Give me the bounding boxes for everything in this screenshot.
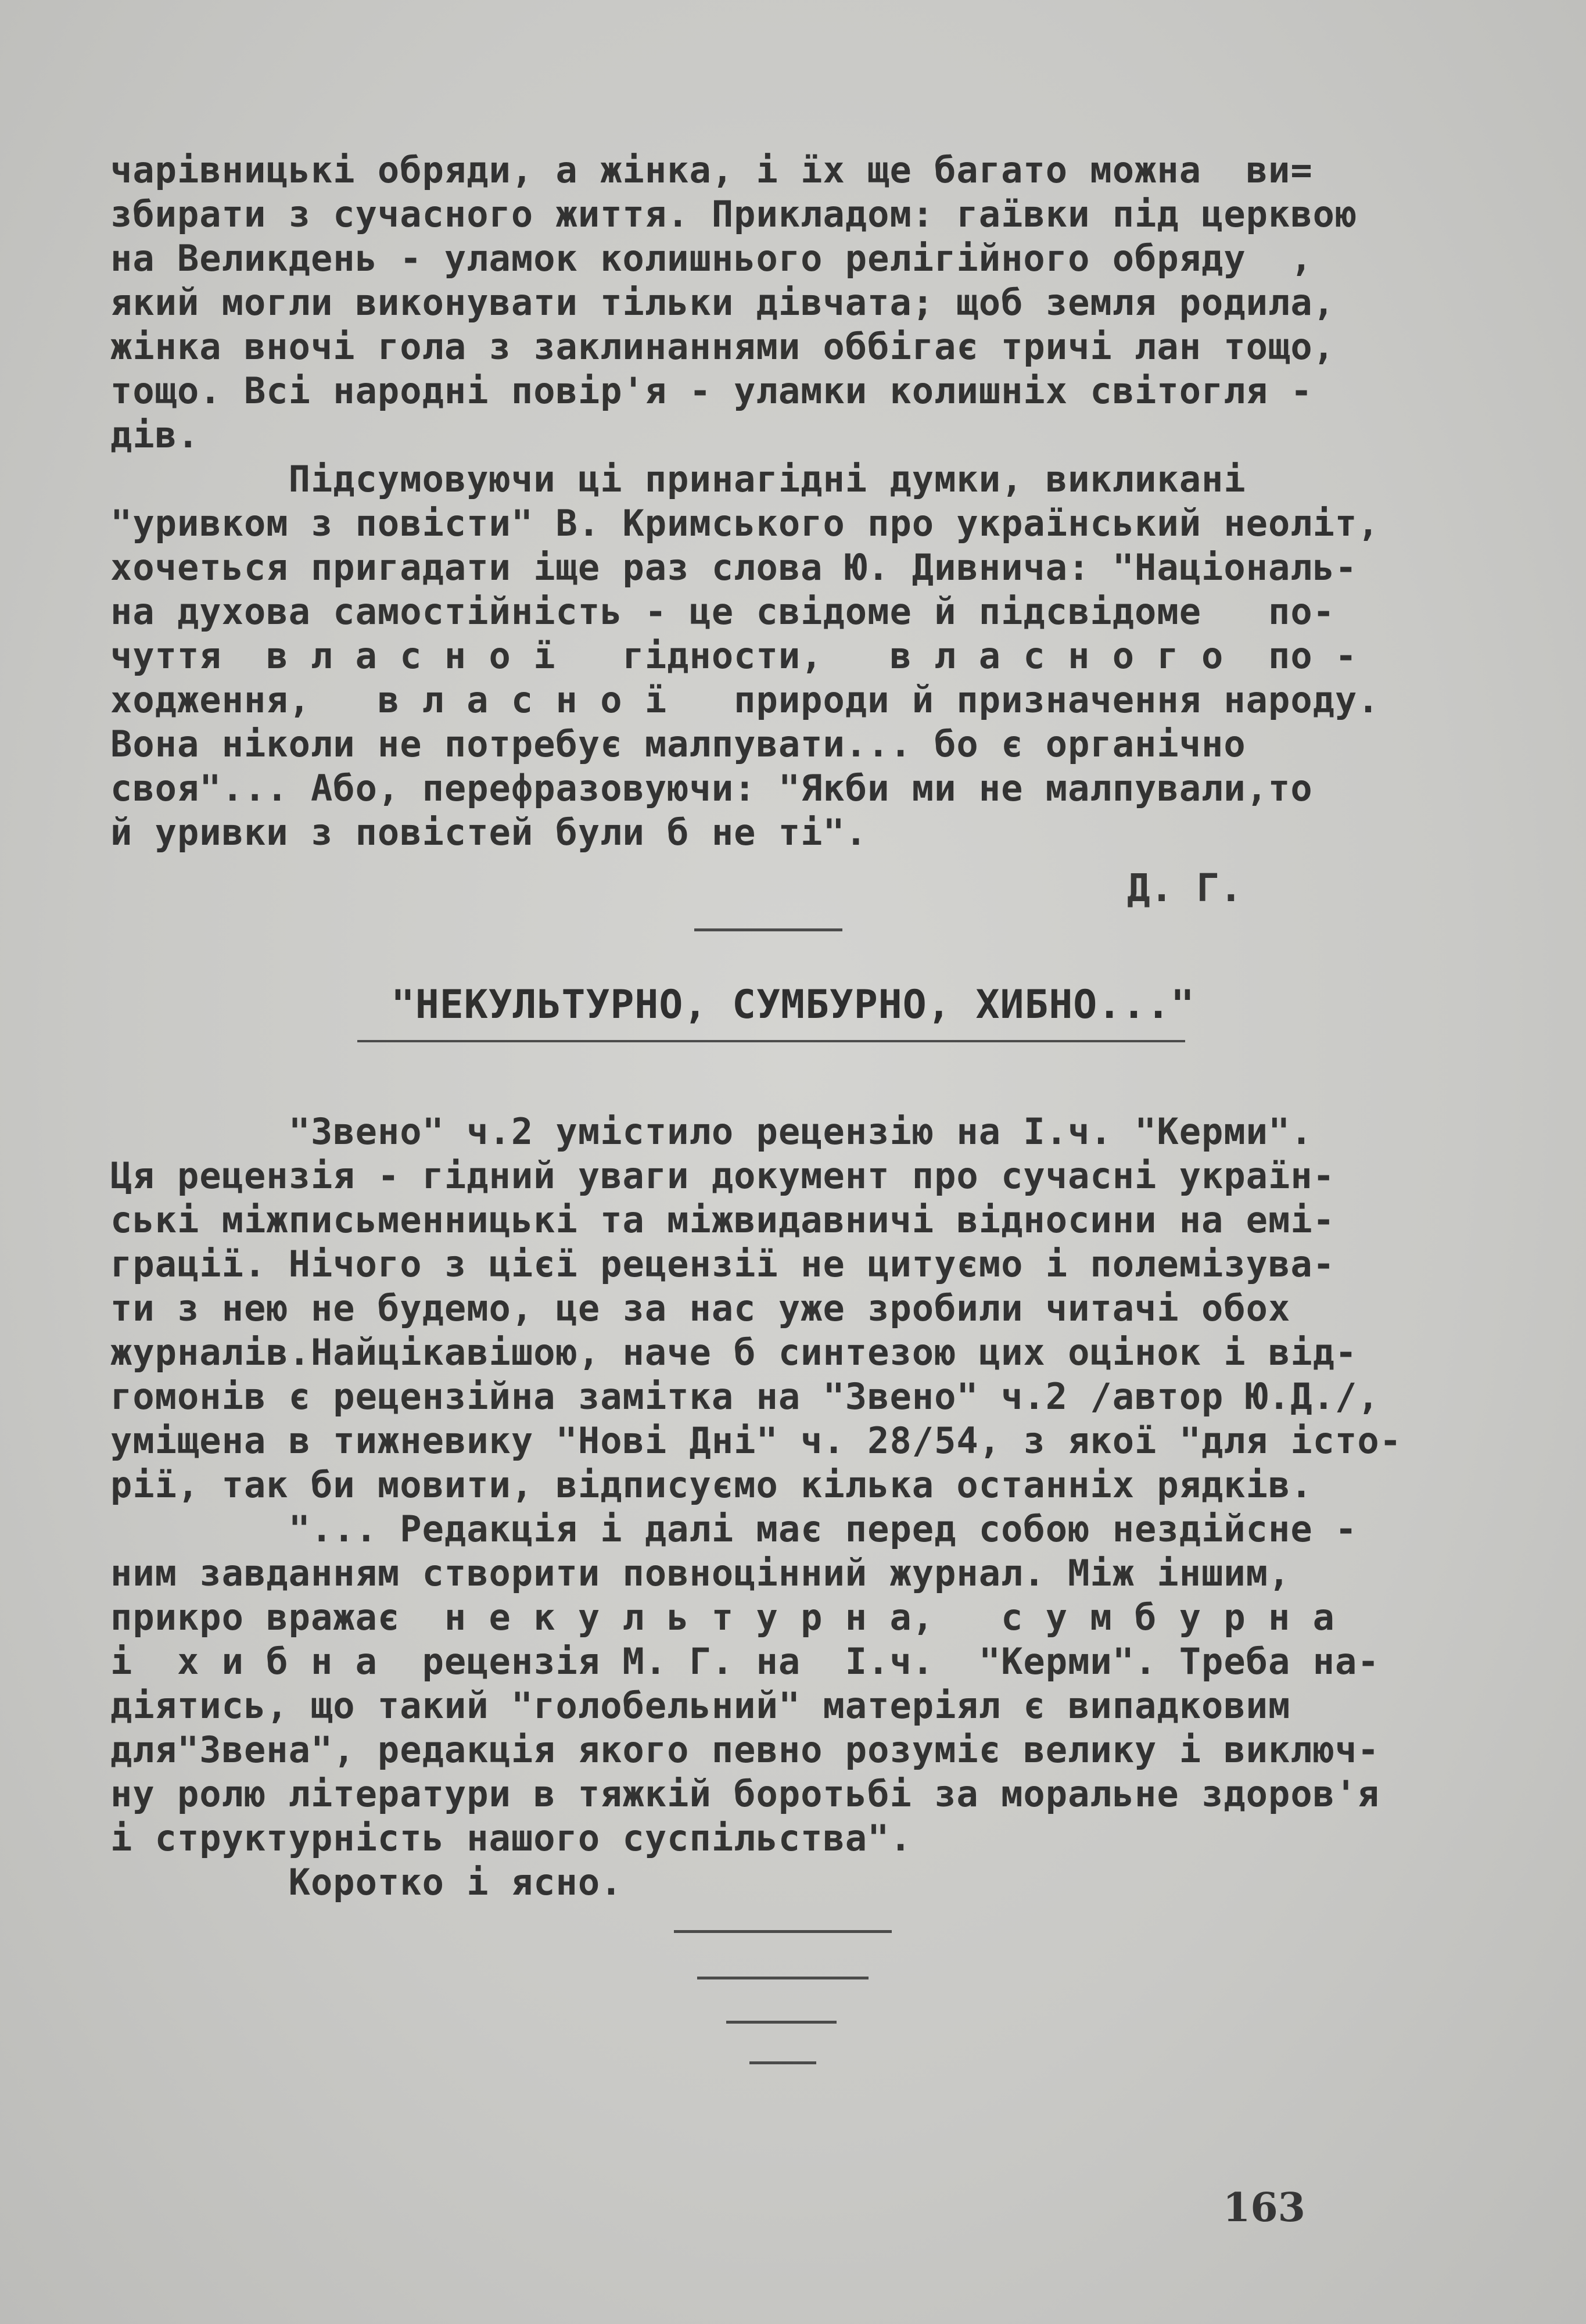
text-line: ти з нею не будемо, це за нас уже зробили читачі обох [110,1287,1291,1329]
text-line: "Звено" ч.2 умістило рецензію на І.ч. "Керми". [110,1110,1313,1153]
section-1-body [110,148,1464,855]
text-line: рії, так би мовити, відписуємо кілька останніх рядків. [110,1464,1313,1506]
text-line: для"Звена", редакція якого певно розуміє велику і виключ- [110,1728,1380,1771]
text-line: й уривки з повістей були б не ті". [110,811,868,853]
ornament-rule [726,2021,837,2024]
text-line: на Великдень - уламок колишнього релігійного обряду , [110,237,1313,279]
text-line: чуття в л а с н о ї гідности, в л а с н о г о по - [110,634,1358,677]
text-line: дів. [110,414,200,456]
ornament-rule [674,1930,892,1933]
text-line: журналів.Найцікавішою, наче б синтезою цих оцінок і від- [110,1331,1358,1373]
text-line: Коротко і ясно. [110,1861,623,1903]
text-line: "... Редакція і далі має перед собою нездійсне - [110,1508,1358,1550]
text-line: ним завданням створити повноцінний журнал. Між іншим, [110,1552,1291,1594]
author-signature: Д. Г. [1127,866,1243,910]
text-line: жінка вночі гола з заклинаннями оббігає тричі лан тощо, [110,325,1335,368]
section-divider [694,928,842,931]
text-line: Вона ніколи не потребує малпувати... бо є органічно [110,723,1246,765]
text-line: чарівницькі обряди, а жінка, і їх ще багато можна ви= [110,149,1313,191]
text-line: збирати з сучасного життя. Прикладом: гаївки під церквою [110,193,1358,235]
text-line: який могли виконувати тільки дівчата; щоб земля родила, [110,281,1335,324]
text-line: хочеться пригадати іще раз слова Ю. Дивнича: "Національ- [110,546,1358,589]
text-line: і структурність нашого суспільства". [110,1817,912,1859]
text-line: "уривком з повісти" В. Кримського про український неоліт, [110,502,1380,544]
text-line: Підсумовуючи ці принагідні думки, викликані [110,458,1246,500]
ornament-rule [749,2061,816,2064]
text-line: ходження, в л а с н о ї природи й призначення народу. [110,679,1380,721]
text-line: грації. Нічого з цієї рецензії не цитуємо і полемізува- [110,1243,1335,1285]
text-line: своя"... Або, перефразовуючи: "Якби ми не малпували,то [110,767,1313,809]
title-underline [357,1040,1185,1042]
text-line: уміщена в тижневику "Нові Дні" ч. 28/54, з якої "для істо- [110,1419,1402,1462]
text-line: гомонів є рецензійна замітка на "Звено" ч.2 /автор Ю.Д./, [110,1375,1380,1418]
text-line: тощо. Всі народні повір'я - уламки колишніх світогля - [110,370,1313,412]
article-title: "НЕКУЛЬТУРНО, СУМБУРНО, ХИБНО..." [390,982,1195,1028]
page-number: 163 [1223,2185,1305,2231]
text-line: і х и б н а рецензія М. Г. на І.ч. "Керми". Треба на- [110,1640,1380,1683]
text-line: ські міжписьменницькі та міжвидавничі відносини на емі- [110,1199,1335,1241]
text-line: Ця рецензія - гідний уваги документ про сучасні україн- [110,1154,1335,1197]
text-line: прикро вражає н е к у л ь т у р н а, с у м б у р н а [110,1596,1335,1638]
text-line: діятись, що такий "голобельний" матеріял є випадковим [110,1684,1291,1727]
section-2-body [110,1110,1464,1905]
text-line: ну ролю літератури в тяжкій боротьбі за моральне здоров'я [110,1773,1380,1815]
ornament-rule [697,1977,869,1979]
text-line: на духова самостійність - це свідоме й підсвідоме по- [110,590,1335,633]
